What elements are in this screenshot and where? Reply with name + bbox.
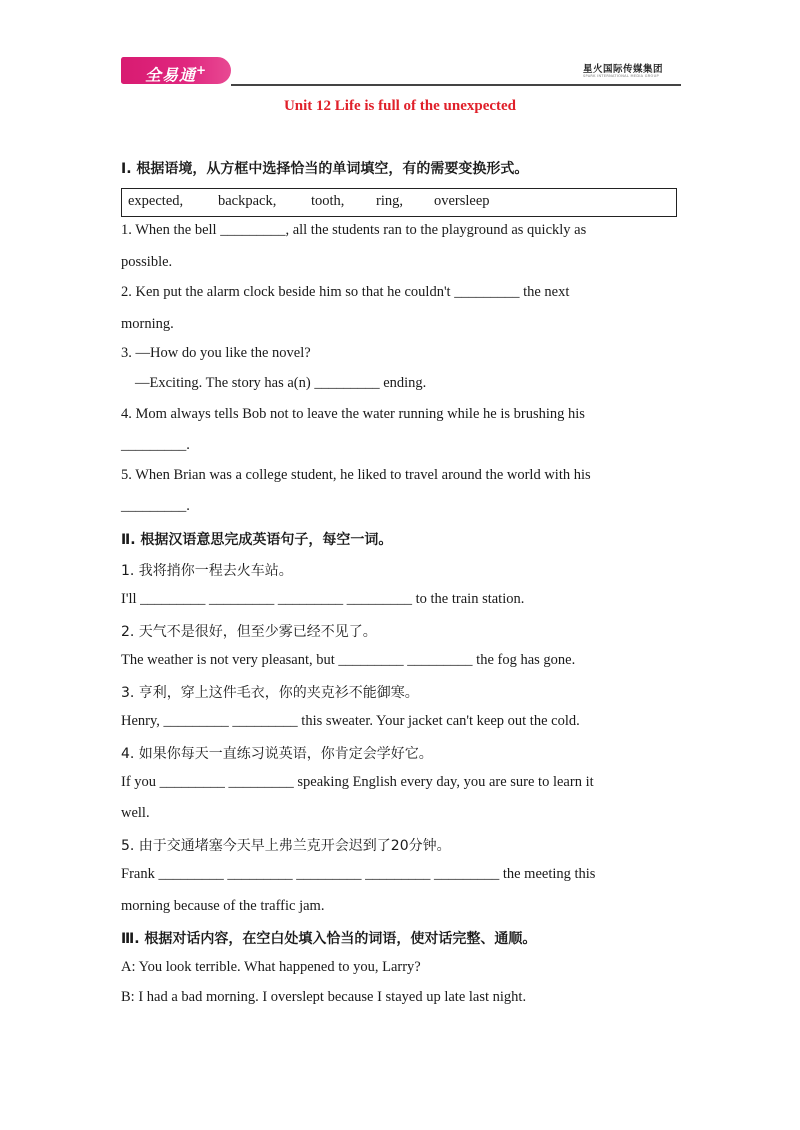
word-bank-item: oversleep: [434, 193, 490, 209]
exercise-line: The weather is not very pleasant, but _________ _________ the fog has gone.: [121, 652, 576, 668]
exercise-line: 5. When Brian was a college student, he liked to travel around the world with his: [121, 467, 591, 483]
exercise-line: 2. 天气不是很好，但至少雾已经不见了。: [121, 624, 377, 640]
brand-logo-plus: +: [196, 63, 208, 77]
exercise-line: 3. —How do you like the novel?: [121, 345, 311, 361]
exercise-line: morning because of the traffic jam.: [121, 898, 325, 914]
exercise-line: 4. 如果你每天一直练习说英语，你肯定会学好它。: [121, 746, 433, 762]
section-2-heading: Ⅱ. 根据汉语意思完成英语句子，每空一词。: [121, 532, 393, 548]
exercise-line: I'll _________ _________ _________ _________ to the train station.: [121, 591, 525, 607]
exercise-line: 5. 由于交通堵塞今天早上弗兰克开会迟到了20分钟。: [121, 838, 451, 854]
page-header: [0, 0, 800, 90]
word-bank-box: [121, 188, 677, 217]
exercise-line: morning.: [121, 316, 174, 332]
exercise-line: possible.: [121, 254, 173, 270]
header-divider: [231, 84, 681, 86]
exercise-line: 1. 我将捎你一程去火车站。: [121, 563, 293, 579]
exercise-line: Henry, _________ _________ this sweater. Your jacket can't keep out the cold.: [121, 713, 580, 729]
exercise-line: _________.: [121, 498, 190, 514]
exercise-line: Frank _________ _________ _________ _________ _________ the meeting this: [121, 866, 596, 882]
word-bank-item: tooth,: [311, 193, 345, 209]
section-3-heading: Ⅲ. 根据对话内容，在空白处填入恰当的词语，使对话完整、通顺。: [121, 931, 537, 947]
exercise-line: 2. Ken put the alarm clock beside him so that he couldn't _________ the next: [121, 284, 570, 300]
brand-logo: [121, 57, 231, 84]
section-1-heading: Ⅰ. 根据语境，从方框中选择恰当的单词填空，有的需要变换形式。: [121, 161, 529, 177]
exercise-line: 3. 亨利，穿上这件毛衣，你的夹克衫不能御寒。: [121, 685, 419, 701]
exercise-line: —Exciting. The story has a(n) _________ ending.: [135, 375, 427, 391]
dialogue-line: B: I had a bad morning. I overslept because I stayed up late last night.: [121, 989, 527, 1005]
word-bank-item: backpack,: [218, 193, 277, 209]
exercise-line: 4. Mom always tells Bob not to leave the water running while he is brushing his: [121, 406, 585, 422]
word-bank-item: expected,: [128, 193, 184, 209]
company-subtitle: SPARK INTERNATIONAL MEDIA GROUP: [583, 74, 659, 78]
exercise-line: 1. When the bell _________, all the students ran to the playground as quickly as: [121, 222, 587, 238]
exercise-line: If you _________ _________ speaking English every day, you are sure to learn it: [121, 774, 594, 790]
company-name: 星火国际传媒集团: [583, 64, 664, 75]
exercise-line: well.: [121, 805, 150, 821]
page-title: Unit 12 Life is full of the unexpected: [283, 98, 517, 114]
dialogue-line: A: You look terrible. What happened to you, Larry?: [121, 959, 421, 975]
word-bank-item: ring,: [376, 193, 403, 209]
exercise-line: _________.: [121, 437, 190, 453]
brand-logo-text: 全易通: [145, 65, 197, 85]
